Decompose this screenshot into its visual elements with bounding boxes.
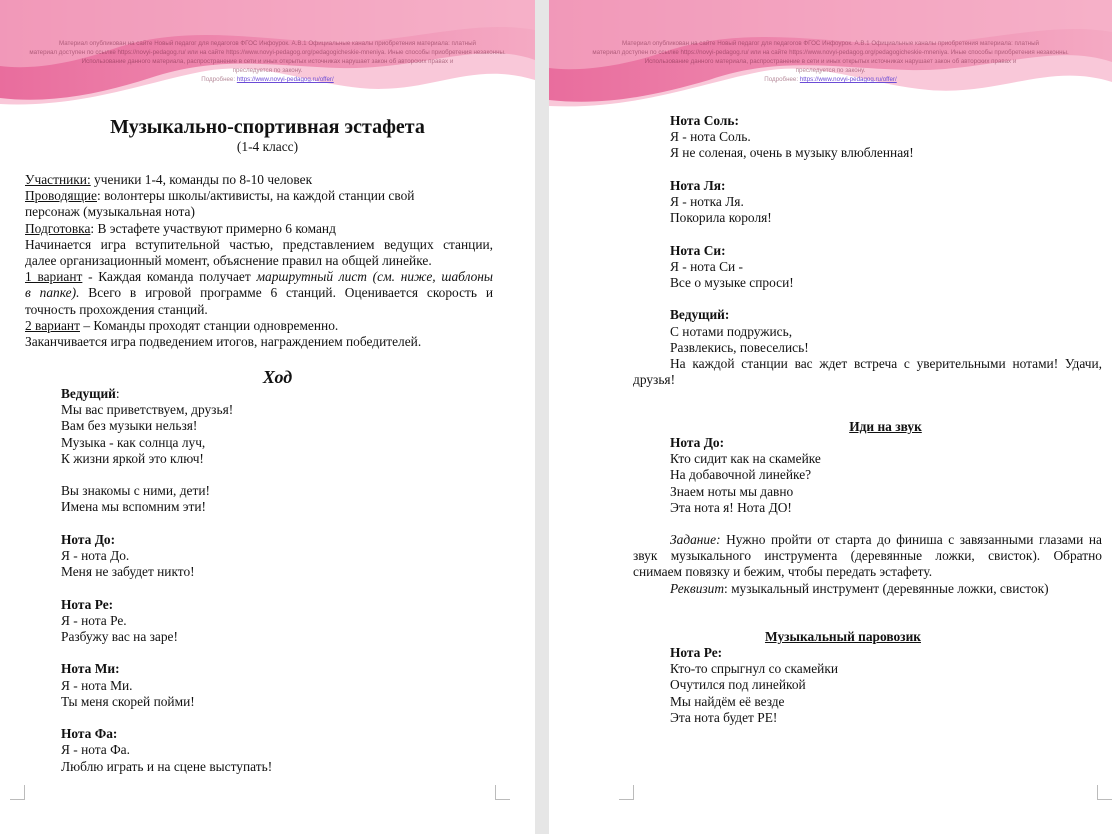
station1-verse: Нота До: Кто сидит как на скамейке На добавочной линейке? Знаем ноты мы давно Эта нота я! Нота ДО! xyxy=(670,435,1100,516)
header-link[interactable]: https://www.novyi-pedagog.ru/offer/ xyxy=(799,76,897,83)
note-name: Нота Фа: xyxy=(61,726,118,742)
page-subtitle: (1-4 класс) xyxy=(236,139,299,154)
margin-corner-mark xyxy=(619,785,634,800)
page-title: Музыкально-спортивная эстафета xyxy=(110,116,425,138)
script-block-2: Нота Соль: Я - нота Соль. Я не соленая, очень в музыку влюбленная! Нота Ля: Я - нотка Ля. Покорила короля! Нота Си: Я - нота Си - Все о музыке спроси! Ведущий: С нотами подружись, Развлекись, повеселись! xyxy=(670,113,1100,356)
margin-corner-mark xyxy=(495,785,510,800)
station-title-idi-na-zvuk: Иди на звук xyxy=(849,419,922,434)
document-page-1 xyxy=(0,0,535,834)
script-block-1: Ведущий: Мы вас приветствуем, друзья! Вам без музыки нельзя! Музыка - как солнца луч, К жизни яркой это ключ! Вы знакомы с ними, дети! Имена мы вспомним эти! Нота До: Я - нота До. Меня не забудет никто! Нота Ре: Я - нота Ре. Разбужу вас на заре! Нота Ми: Я - нота Ми. Ты меня скорей пойми! Нота Фа: Я - нота Фа. Люблю играть и на сцене выступать! xyxy=(61,386,501,775)
station1-task: Задание: Нужно пройти от старта до финиша с завязанными глазами на звук музыкального инструмента (деревянные ложки, свисток). Обратно снимаем повязку и бежим, чтобы передать эстафету. Реквизит: музыкальный инструмент (деревянные ложки, свисток) xyxy=(633,532,1102,596)
note-name: Нота Ре: xyxy=(670,645,723,660)
station-title-parovozik: Музыкальный паровозик xyxy=(764,629,921,644)
note-name: Нота Ля: xyxy=(670,177,726,193)
note-name: Нота Ре: xyxy=(61,596,114,612)
header-copyright-notice: Материал опубликован на сайте Новый педагог для педагогов ФГОС Инфоурок. А.В.1 Официальные каналы приобретения материала: платный материал доступен по ссылке https://novyi-pedagog.ru/ или на сайте https://www.novyi-pedagog.org/pedagogicheskie-mneniya. Иные способы приобретения незаконны. Использование данного материала, распространение в сети и иных открытых источниках нарушает закон об авторских правах и преследуется по закону. Подробнее: https://www.novyi-pedagog.ru/offer/ xyxy=(29,40,506,83)
note-name: Нота Си: xyxy=(670,242,726,258)
margin-corner-mark xyxy=(10,785,25,800)
host-paragraph: На каждой станции вас ждет встреча с уверительными нотами! Удачи, друзья! xyxy=(633,356,1102,388)
note-name: Нота До: xyxy=(670,435,725,450)
section-title-hod: Ход xyxy=(262,367,293,387)
note-name: Нота Ми: xyxy=(61,661,120,677)
station2-verse: Нота Ре: Кто-то спрыгнул со скамейки Очутился под линейкой Мы найдём её везде Эта нота будет РЕ! xyxy=(670,645,1100,726)
document-page-2 xyxy=(549,0,1112,834)
margin-corner-mark xyxy=(1097,785,1112,800)
note-name: Нота Соль: xyxy=(670,113,739,128)
header-link[interactable]: https://www.novyi-pedagog.ru/offer/ xyxy=(236,76,334,83)
note-name: Нота До: xyxy=(61,531,116,547)
intro-block: Участники: ученики 1-4, команды по 8-10 человек Проводящие: волонтеры школы/активисты, на каждой станции свой персонаж (музыкальная нота) Подготовка: В эстафете участвуют примерно 6 команд Начинается игра вступительной частью, представлением ведущих станции, далее организационный момент, объяснение правил на общей линейке. 1 вариант - Каждая команда получает маршрутный лист (см. ниже, шаблоны в папке). Всего в игровой программе 6 станций. Оценивается скорость и точность прохождения станций. 2 вариант – Команды проходят станции одновременно. Заканчивается игра подведением итогов, награждением победителей. xyxy=(25,172,493,350)
header-copyright-notice: Материал опубликован на сайте Новый педагог для педагогов ФГОС Инфоурок. А.В.1 Официальные каналы приобретения материала: платный материал доступен по ссылке https://novyi-pedagog.ru/ или на сайте https://www.novyi-pedagog.org/pedagogicheskie-mneniya. Иные способы приобретения незаконны. Использование данного материала, распространение в сети и иных открытых источниках нарушает закон об авторских правах и преследуется по закону. Подробнее: https://www.novyi-pedagog.ru/offer/ xyxy=(592,40,1069,83)
